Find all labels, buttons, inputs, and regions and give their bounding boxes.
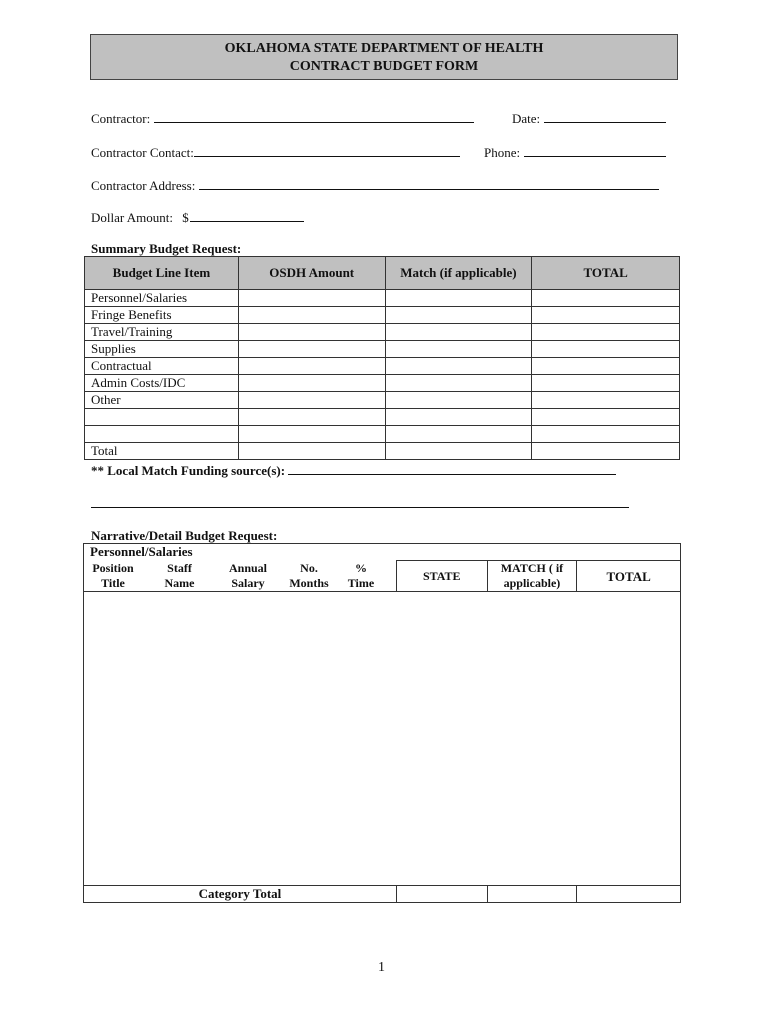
total-cell[interactable] — [532, 341, 680, 358]
row-label-blank[interactable] — [85, 409, 239, 426]
osdh-cell[interactable] — [238, 375, 385, 392]
narrative-header-row — [84, 561, 681, 592]
osdh-cell[interactable] — [238, 341, 385, 358]
contact-input[interactable] — [194, 144, 460, 157]
match-cell[interactable] — [385, 307, 532, 324]
form-title-line2: CONTRACT BUDGET FORM — [289, 59, 479, 74]
row-label: Personnel/Salaries — [85, 290, 239, 307]
match-cell[interactable] — [385, 392, 532, 409]
address-label: Contractor Address: — [91, 178, 196, 193]
row-label: Supplies — [85, 341, 239, 358]
narrative-budget-table — [83, 543, 681, 903]
personnel-columns-cell — [84, 561, 397, 592]
table-row — [85, 341, 680, 358]
state-total-cell[interactable] — [396, 886, 487, 903]
narrative-entry-area[interactable] — [84, 592, 681, 886]
local-match-input[interactable] — [288, 462, 616, 475]
osdh-cell[interactable] — [238, 409, 385, 426]
total-cell[interactable] — [532, 358, 680, 375]
col-total: TOTAL — [577, 561, 681, 592]
contact-label: Contractor Contact: — [91, 145, 194, 160]
form-title-line1: OKLAHOMA STATE DEPARTMENT OF HEALTH — [224, 41, 544, 56]
total-cell[interactable] — [532, 443, 680, 460]
contractor-field — [91, 110, 474, 127]
date-input[interactable] — [544, 110, 666, 123]
contact-field — [91, 144, 460, 161]
page-number: 1 — [378, 960, 385, 975]
col-percent-time: % Time — [347, 560, 375, 590]
local-match-input-line2[interactable] — [91, 507, 629, 508]
total-total-cell[interactable] — [577, 886, 681, 903]
match-total-cell[interactable] — [487, 886, 577, 903]
narrative-section-row — [84, 544, 681, 561]
match-cell[interactable] — [385, 375, 532, 392]
match-cell[interactable] — [385, 290, 532, 307]
match-cell[interactable] — [385, 409, 532, 426]
phone-field — [484, 144, 666, 161]
table-row — [85, 392, 680, 409]
row-label: Other — [85, 392, 239, 409]
contractor-input[interactable] — [154, 110, 474, 123]
osdh-cell[interactable] — [238, 426, 385, 443]
address-input[interactable] — [199, 177, 659, 190]
local-match-label: ** Local Match Funding source(s): — [91, 463, 286, 478]
match-cell[interactable] — [385, 324, 532, 341]
col-state: STATE — [396, 561, 487, 592]
table-row — [85, 290, 680, 307]
col-position-title: Position Title — [92, 560, 134, 590]
dollar-amount-field — [91, 209, 304, 226]
col-staff-name: Staff Name — [164, 560, 195, 590]
match-cell[interactable] — [385, 358, 532, 375]
row-label: Contractual — [85, 358, 239, 375]
form-title-box — [90, 34, 678, 80]
table-row — [85, 324, 680, 341]
summary-header-row — [85, 257, 680, 290]
row-label: Total — [85, 443, 239, 460]
narrative-body-row — [84, 592, 681, 886]
table-row — [85, 358, 680, 375]
col-budget-line-item: Budget Line Item — [85, 257, 239, 290]
col-match: Match (if applicable) — [385, 257, 532, 290]
summary-heading: Summary Budget Request: — [91, 241, 242, 256]
match-cell[interactable] — [385, 443, 532, 460]
dollar-amount-input[interactable] — [190, 209, 304, 222]
total-cell[interactable] — [532, 392, 680, 409]
osdh-cell[interactable] — [238, 358, 385, 375]
category-total-label: Category Total — [84, 886, 397, 903]
table-row-total — [85, 443, 680, 460]
section-title: Personnel/Salaries — [84, 544, 681, 561]
col-total: TOTAL — [532, 257, 680, 290]
table-row — [85, 375, 680, 392]
col-no-months: No. Months — [289, 560, 329, 590]
category-total-row — [84, 886, 681, 903]
match-cell[interactable] — [385, 426, 532, 443]
osdh-cell[interactable] — [238, 324, 385, 341]
date-field — [512, 110, 666, 127]
row-label-blank[interactable] — [85, 426, 239, 443]
row-label: Admin Costs/IDC — [85, 375, 239, 392]
total-cell[interactable] — [532, 409, 680, 426]
table-row — [85, 307, 680, 324]
col-annual-salary: Annual Salary — [228, 560, 268, 590]
total-cell[interactable] — [532, 324, 680, 341]
address-field — [91, 177, 659, 194]
osdh-cell[interactable] — [238, 443, 385, 460]
contractor-label: Contractor: — [91, 111, 151, 126]
total-cell[interactable] — [532, 426, 680, 443]
dollar-amount-label: Dollar Amount: — [91, 210, 173, 225]
row-label: Fringe Benefits — [85, 307, 239, 324]
col-osdh-amount: OSDH Amount — [238, 257, 385, 290]
total-cell[interactable] — [532, 307, 680, 324]
summary-budget-table — [84, 256, 680, 460]
phone-label: Phone: — [484, 145, 521, 160]
table-row — [85, 409, 680, 426]
phone-input[interactable] — [524, 144, 666, 157]
row-label: Travel/Training — [85, 324, 239, 341]
total-cell[interactable] — [532, 290, 680, 307]
narrative-heading: Narrative/Detail Budget Request: — [91, 528, 278, 543]
col-match: MATCH ( if applicable) — [487, 561, 577, 592]
osdh-cell[interactable] — [238, 392, 385, 409]
local-match-field — [91, 462, 616, 479]
total-cell[interactable] — [532, 375, 680, 392]
osdh-cell[interactable] — [238, 307, 385, 324]
match-cell[interactable] — [385, 341, 532, 358]
date-label: Date: — [512, 111, 541, 126]
dollar-sign: $ — [182, 210, 189, 225]
osdh-cell[interactable] — [238, 290, 385, 307]
table-row — [85, 426, 680, 443]
